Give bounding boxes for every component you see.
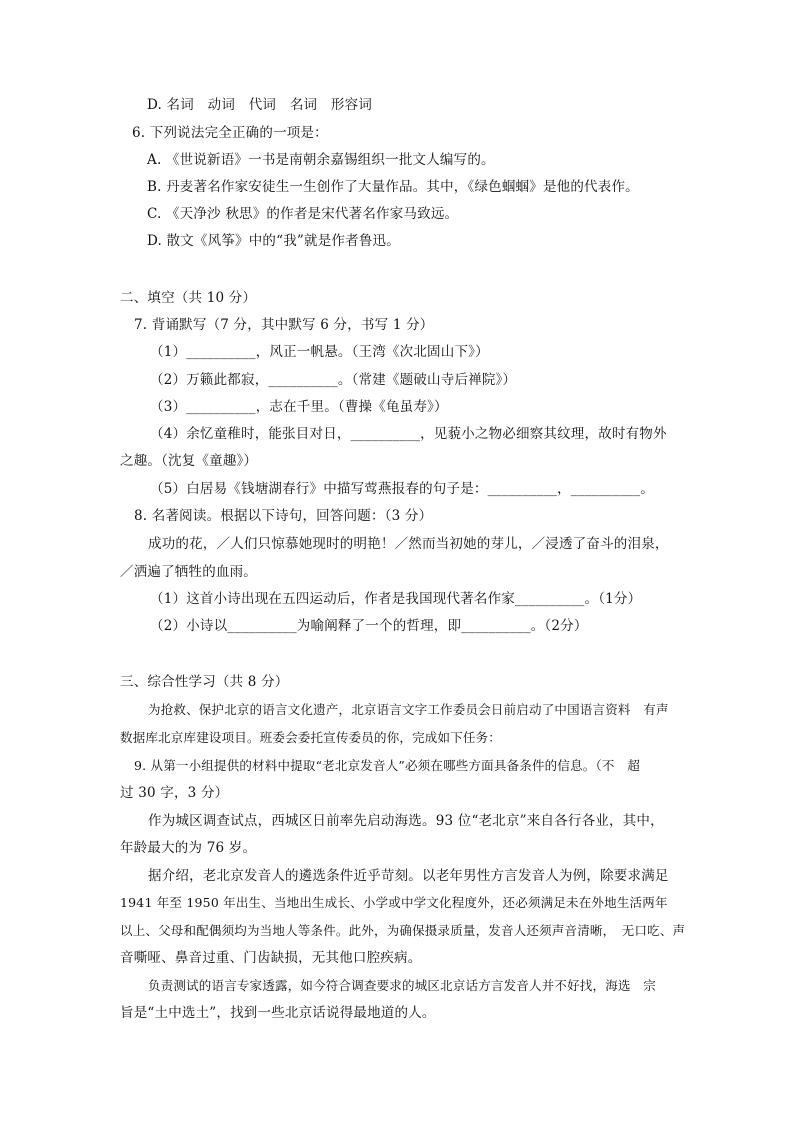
q7-item-1: （1）__________，风正一帆悬。（王湾《次北固山下》）: [150, 344, 489, 360]
section3-intro-line2: 数据库北京库建设项目。班委会委托宣传委员的你，完成如下任务：: [120, 730, 502, 745]
q7-stem: 7. 背诵默写（7 分，其中默写 6 分，书写 1 分）: [134, 317, 434, 333]
q9-line2: 过 30 字，3 分）: [120, 785, 229, 801]
paragraph2-line4: 音嘶哑、鼻音过重、门齿缺损，无其他口腔疾病。: [120, 950, 422, 966]
paragraph2-line3: 以上、父母和配偶须均为当地人等条件。此外，为确保摄录质量，发音人还须声音清晰， 无口吃、声: [120, 923, 686, 938]
q8-sub-2: （2）小诗以__________为喻阐释了一个的哲理，即__________。（2分）: [150, 618, 588, 634]
section2-heading: 二、填空（共 10 分）: [120, 290, 257, 306]
q6-stem: 6. 下列说法完全正确的一项是：: [132, 125, 328, 141]
q8-sub-1: （1）这首小诗出现在五四运动后，作者是我国现代著名作家__________。（1分）: [150, 591, 642, 607]
q7-item-5: （5）白居易《钱塘湖春行》中描写莺燕报春的句子是：__________，__________。: [150, 481, 654, 497]
q6-option-c: C. 《天净沙 秋思》的作者是宋代著名作家马致远。: [147, 206, 459, 222]
q6-option-a: A. 《世说新语》一书是南朝余嘉锡组织一批文人编写的。: [147, 152, 495, 168]
q8-stem: 8. 名著阅读。根据以下诗句，回答问题：（3 分）: [134, 508, 433, 524]
q9-line1: 9. 从第一小组提供的材料中提取“老北京发音人”必须在哪些方面具备条件的信息。（不 超: [134, 758, 641, 773]
paragraph2-line2: 1941 年至 1950 年出生、当地出生成长、小学或中学文化程度外，还必须满足未在外地生活两年: [120, 895, 668, 910]
q8-poem-line1: 成功的花，／人们只惊慕她现时的明艳！／然而当初她的芽儿，／浸透了奋斗的泪泉，: [148, 536, 669, 552]
q8-poem-line2: ／洒遍了牺牲的血雨。: [120, 564, 257, 580]
section3-intro-line1: 为抢救、保护北京的语言文化遗产，北京语言文字工作委员会日前启动了中国语言资料 有声: [148, 702, 669, 717]
q7-item-4-line1: （4）余忆童稚时，能张目对日，__________，见藐小之物必细察其纹理，故时有物外: [150, 426, 667, 442]
paragraph1-line1: 作为城区调查试点，西城区日前率先启动海选。93 位“老北京”来自各行各业，其中，: [148, 813, 664, 829]
section3-heading: 三、综合性学习（共 8 分）: [120, 674, 289, 690]
paragraph3-line1: 负责测试的语言专家透露，如今符合调查要求的城区北京话方言发音人并不好找，海选 宗: [148, 978, 657, 993]
q5-option-d: D. 名词 动词 代词 名词 形容词: [147, 97, 373, 113]
q7-item-4-line2: 之趣。（沈复《童趣》）: [120, 453, 258, 469]
paragraph1-line2: 年龄最大的为 76 岁。: [120, 840, 257, 856]
q6-option-b: B. 丹麦著名作家安徒生一生创作了大量作品。其中，《绿色蝈蝈》是他的代表作。: [147, 179, 639, 195]
q6-option-d: D. 散文《风筝》中的“我”就是作者鲁迅。: [147, 233, 400, 249]
q7-item-2: （2）万籁此都寂，__________。（常建《题破山寺后禅院》）: [150, 372, 517, 388]
q7-item-3: （3）__________，志在千里。（曹操《龟虽寿》）: [150, 399, 448, 415]
paragraph3-line2: 旨是“土中选土”，找到一些北京话说得最地道的人。: [120, 1005, 436, 1021]
paragraph2-line1: 据介绍，老北京发音人的遴选条件近乎苛刻。以老年男性方言发音人为例，除要求满足: [148, 868, 669, 884]
